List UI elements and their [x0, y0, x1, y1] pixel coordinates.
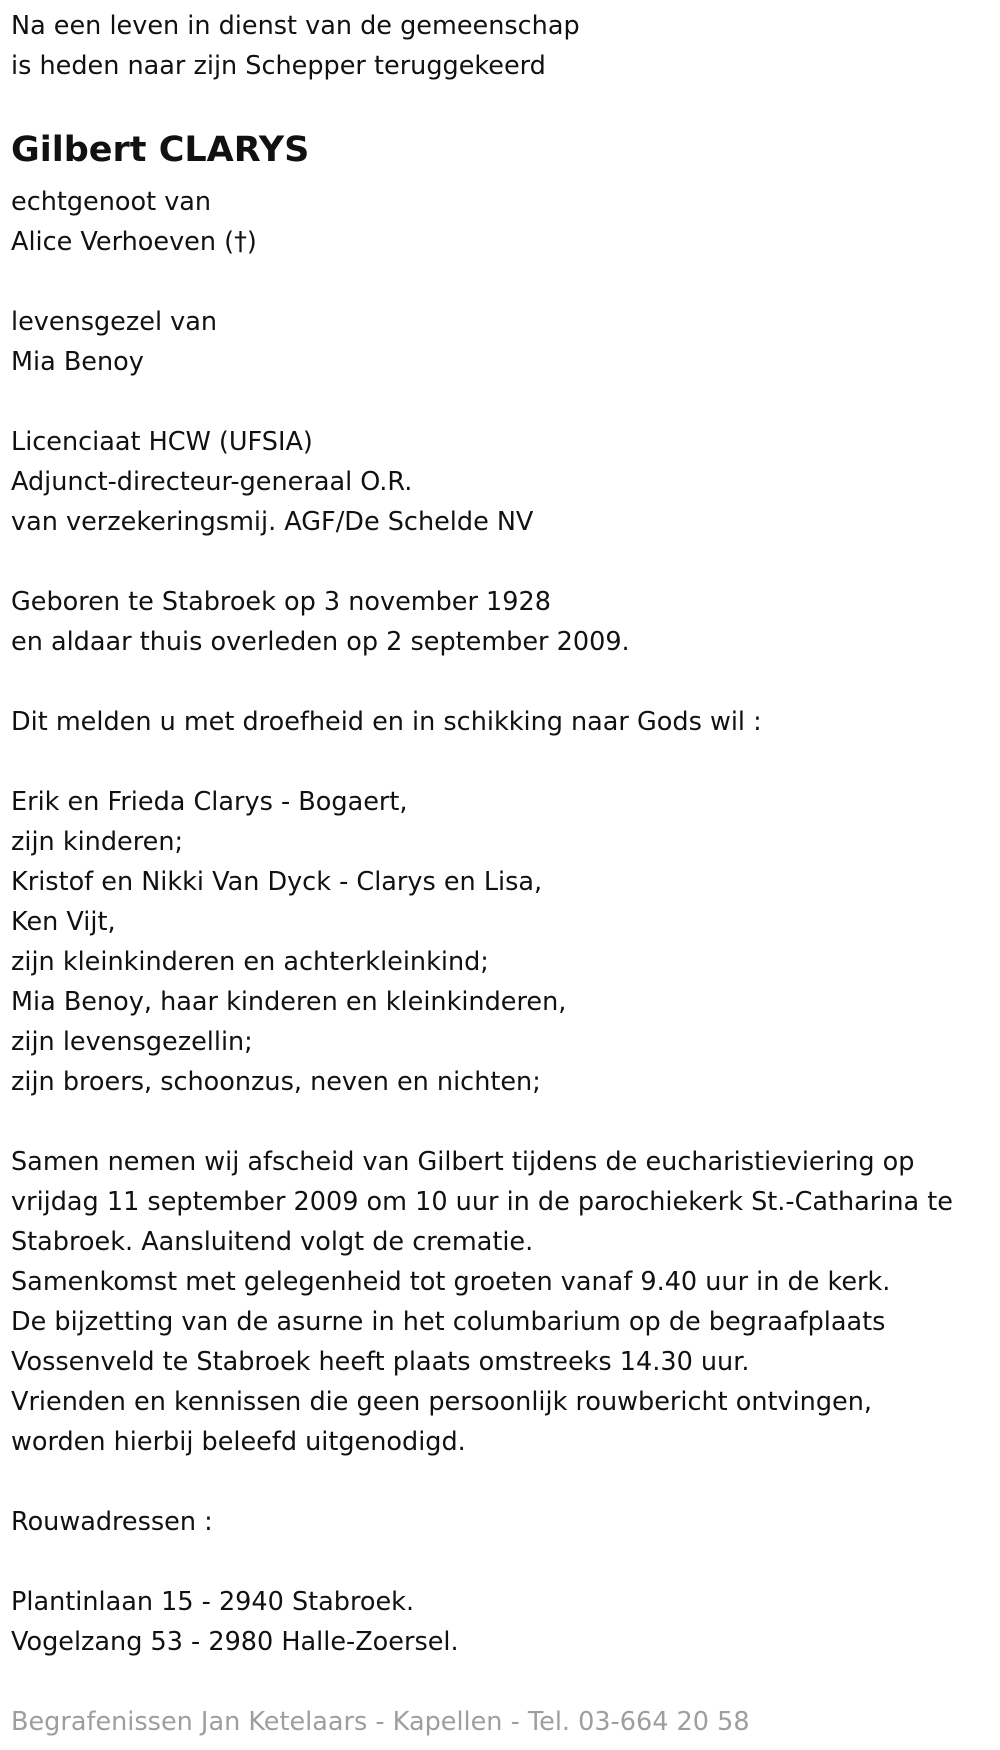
ceremony-line: De bijzetting van de asurne in het columbarium op de begraafplaats: [11, 1307, 886, 1337]
address-line: Plantinlaan 15 - 2940 Stabroek.: [11, 1587, 415, 1617]
family-line: Erik en Frieda Clarys - Bogaert,: [11, 787, 408, 817]
spouse-line: Alice Verhoeven (†): [11, 227, 257, 257]
spacer: [11, 1462, 991, 1502]
spacer: [11, 1662, 991, 1702]
ceremony-line: Vossenveld te Stabroek heeft plaats omstreeks 14.30 uur.: [11, 1347, 750, 1377]
birth-death-line: en aldaar thuis overleden op 2 september 2009.: [11, 627, 630, 657]
ceremony-line: worden hierbij beleefd uitgenodigd.: [11, 1427, 466, 1457]
spacer: [11, 742, 991, 782]
birth-death-line: Geboren te Stabroek op 3 november 1928: [11, 587, 551, 617]
family-line: Mia Benoy, haar kinderen en kleinkinderen,: [11, 987, 567, 1017]
spouse-section: [11, 182, 991, 262]
addresses-section: [11, 1582, 991, 1662]
partner-line: Mia Benoy: [11, 347, 144, 377]
deceased-name: Gilbert CLARYS: [11, 130, 310, 170]
family-line: zijn kinderen;: [11, 827, 184, 857]
spouse-line: echtgenoot van: [11, 187, 212, 217]
family-line: Kristof en Nikki Van Dyck - Clarys en Lisa,: [11, 867, 543, 897]
family-line: zijn kleinkinderen en achterkleinkind;: [11, 947, 489, 977]
ceremony-line: vrijdag 11 september 2009 om 10 uur in de parochiekerk St.-Catharina te: [11, 1187, 953, 1217]
family-section: [11, 782, 991, 1102]
spacer: [11, 1102, 991, 1142]
intro-line: is heden naar zijn Schepper teruggekeerd: [11, 51, 546, 81]
ceremony-section: [11, 1142, 991, 1462]
spacer: [11, 1542, 991, 1582]
ceremony-line: Samen nemen wij afscheid van Gilbert tijdens de eucharistieviering op: [11, 1147, 915, 1177]
announcement-line: Dit melden u met droefheid en in schikking naar Gods wil :: [11, 707, 762, 737]
ceremony-line: Samenkomst met gelegenheid tot groeten vanaf 9.40 uur in de kerk.: [11, 1267, 891, 1297]
partner-line: levensgezel van: [11, 307, 218, 337]
family-line: zijn levensgezellin;: [11, 1027, 253, 1057]
career-line: Licenciaat HCW (UFSIA): [11, 427, 313, 457]
family-line: zijn broers, schoonzus, neven en nichten;: [11, 1067, 541, 1097]
address-line: Vogelzang 53 - 2980 Halle-Zoersel.: [11, 1627, 459, 1657]
career-line: Adjunct-directeur-generaal O.R.: [11, 467, 413, 497]
obituary-notice: [11, 0, 991, 1742]
spacer: [11, 382, 991, 422]
addresses-label: Rouwadressen :: [11, 1507, 213, 1537]
intro-line: Na een leven in dienst van de gemeenschap: [11, 11, 580, 41]
spacer: [11, 262, 991, 302]
birth-death-section: [11, 582, 991, 662]
family-line: Ken Vijt,: [11, 907, 116, 937]
intro-section: [11, 0, 991, 86]
career-section: [11, 422, 991, 542]
spacer: [11, 662, 991, 702]
partner-section: [11, 302, 991, 382]
ceremony-line: Vrienden en kennissen die geen persoonlijk rouwbericht ontvingen,: [11, 1387, 872, 1417]
career-line: van verzekeringsmij. AGF/De Schelde NV: [11, 507, 534, 537]
funeral-home-footer: Begrafenissen Jan Ketelaars - Kapellen - Tel. 03-664 20 58: [11, 1707, 750, 1737]
spacer: [11, 542, 991, 582]
ceremony-line: Stabroek. Aansluitend volgt de crematie.: [11, 1227, 534, 1257]
